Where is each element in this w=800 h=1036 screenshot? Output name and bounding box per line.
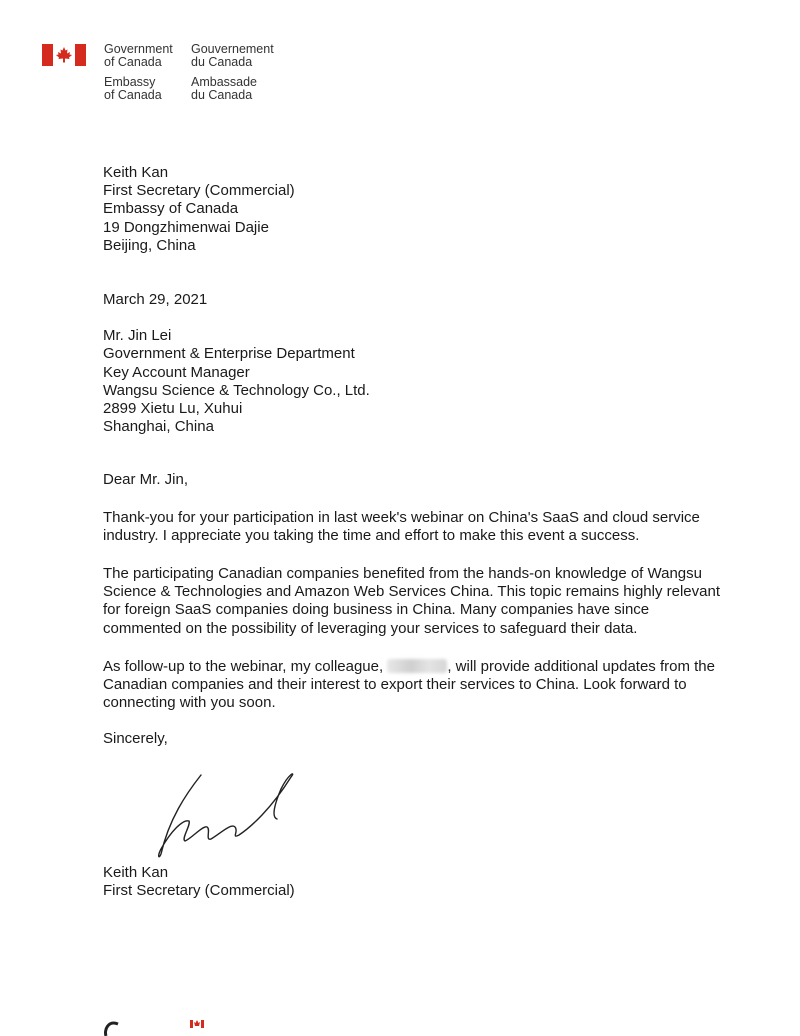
canada-wordmark-icon: [100, 1016, 230, 1036]
signature-block: [103, 864, 723, 900]
letterhead-english: [104, 43, 173, 102]
letter-date: March 29, 2021: [103, 291, 208, 309]
letterhead-line: of Canada: [104, 88, 162, 102]
letterhead-line: Embassy: [104, 75, 156, 89]
redacted-name: [387, 659, 447, 673]
address-line: Keith Kan: [103, 164, 169, 181]
letter-body: [103, 164, 723, 900]
letterhead-french: [191, 43, 274, 102]
paragraph-text: , will provide additional updates from the Canadian companies and their interest to export their services to China. Look forward to connecting with you soon.: [103, 657, 715, 712]
address-line: Wangsu Science & Technology Co., Ltd.: [103, 381, 370, 399]
paragraph: The participating Canadian companies benefited from the hands-on knowledge of Wangsu Science & Technologies and Amazon Web Services China. This topic remains highly relevant for foreign SaaS companies doing business in China. Many companies have since commented on the possibility of leveraging your services to safeguard their data.: [103, 565, 720, 637]
address-line: Shanghai, China: [103, 418, 214, 436]
address-line: Key Account Manager: [103, 363, 250, 381]
closing: Sincerely,: [103, 730, 168, 748]
salutation: Dear Mr. Jin,: [103, 471, 189, 489]
letterhead-line: Gouvernement: [191, 42, 274, 56]
letterhead-line: du Canada: [191, 88, 253, 102]
sender-address: [103, 164, 723, 255]
paragraph-text: As follow-up to the webinar, my colleague,: [103, 657, 388, 675]
signatory-title: First Secretary (Commercial): [103, 881, 295, 899]
address-line: Mr. Jin Lei: [103, 327, 172, 345]
address-line: Embassy of Canada: [103, 200, 239, 218]
address-line: 19 Dongzhimenwai Dajie: [103, 218, 269, 236]
letterhead-line: of Canada: [104, 55, 162, 69]
handwritten-signature: [131, 769, 301, 859]
address-line: Beijing, China: [103, 236, 196, 254]
address-line: 2899 Xietu Lu, Xuhui: [103, 400, 243, 418]
address-line: Government & Enterprise Department: [103, 345, 355, 363]
paragraph: [103, 658, 723, 713]
letterhead-line: Ambassade: [191, 75, 258, 89]
recipient-address: [103, 327, 723, 436]
letterhead-line: du Canada: [191, 55, 253, 69]
signatory-name: Keith Kan: [103, 863, 169, 881]
letterhead-line: Government: [104, 42, 173, 56]
signature-area: [103, 749, 723, 864]
canada-flag-icon: [42, 44, 86, 66]
address-line: First Secretary (Commercial): [103, 182, 295, 200]
paragraph: Thank-you for your participation in last week's webinar on China's SaaS and cloud service industry. I appreciate you taking the time and effort to make this event a success.: [103, 508, 700, 544]
